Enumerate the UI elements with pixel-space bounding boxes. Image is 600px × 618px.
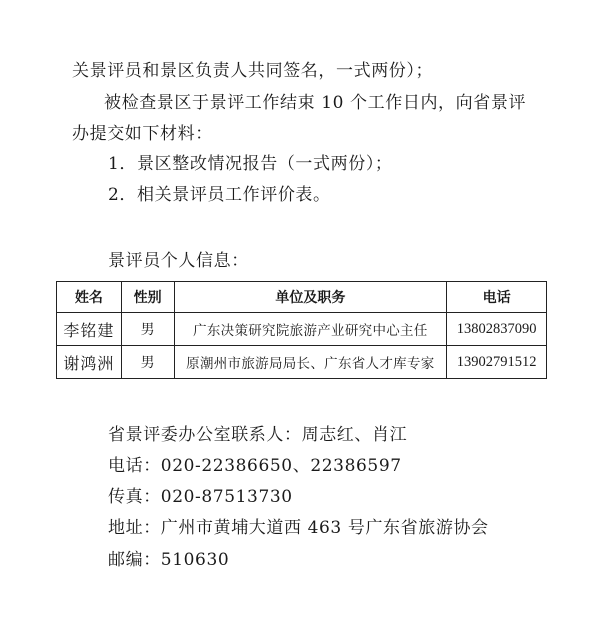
contact-fax: 传真：020-87513730: [108, 487, 293, 507]
contact-postcode: 邮编：510630: [108, 550, 230, 570]
contact-phone: 电话：020-22386650、22386597: [108, 456, 402, 476]
contact-person: 省景评委办公室联系人：周志红、肖江: [108, 425, 408, 445]
cell-name: 谢鸿洲: [57, 346, 122, 379]
paragraph-line-3: 办提交如下材料：: [72, 124, 213, 144]
cell-unit: 广东决策研究院旅游产业研究中心主任: [174, 313, 447, 346]
table-row: [57, 346, 547, 379]
material-item-1: 1．景区整改情况报告（一式两份）；: [108, 154, 393, 174]
contact-address: 地址：广州市黄埔大道西 463 号广东省旅游协会: [108, 518, 489, 538]
table-title: 景评员个人信息：: [108, 251, 249, 271]
evaluator-info-table: [56, 281, 547, 379]
cell-gender: 男: [121, 313, 174, 346]
header-phone: 电话: [447, 282, 547, 313]
paragraph-line-1: 关景评员和景区负责人共同签名，一式两份）；: [72, 61, 434, 81]
table-header-row: [57, 282, 547, 313]
paragraph-line-2: 被检查景区于景评工作结束 10 个工作日内，向省景评: [104, 93, 527, 113]
material-item-2: 2．相关景评员工作评价表。: [108, 185, 331, 205]
header-gender: 性别: [121, 282, 174, 313]
cell-gender: 男: [121, 346, 174, 379]
cell-phone: 13802837090: [447, 313, 547, 346]
cell-name: 李铭建: [57, 313, 122, 346]
header-name: 姓名: [57, 282, 122, 313]
cell-phone: 13902791512: [447, 346, 547, 379]
cell-unit: 原潮州市旅游局局长、广东省人才库专家: [174, 346, 447, 379]
header-unit: 单位及职务: [174, 282, 447, 313]
table-row: [57, 313, 547, 346]
